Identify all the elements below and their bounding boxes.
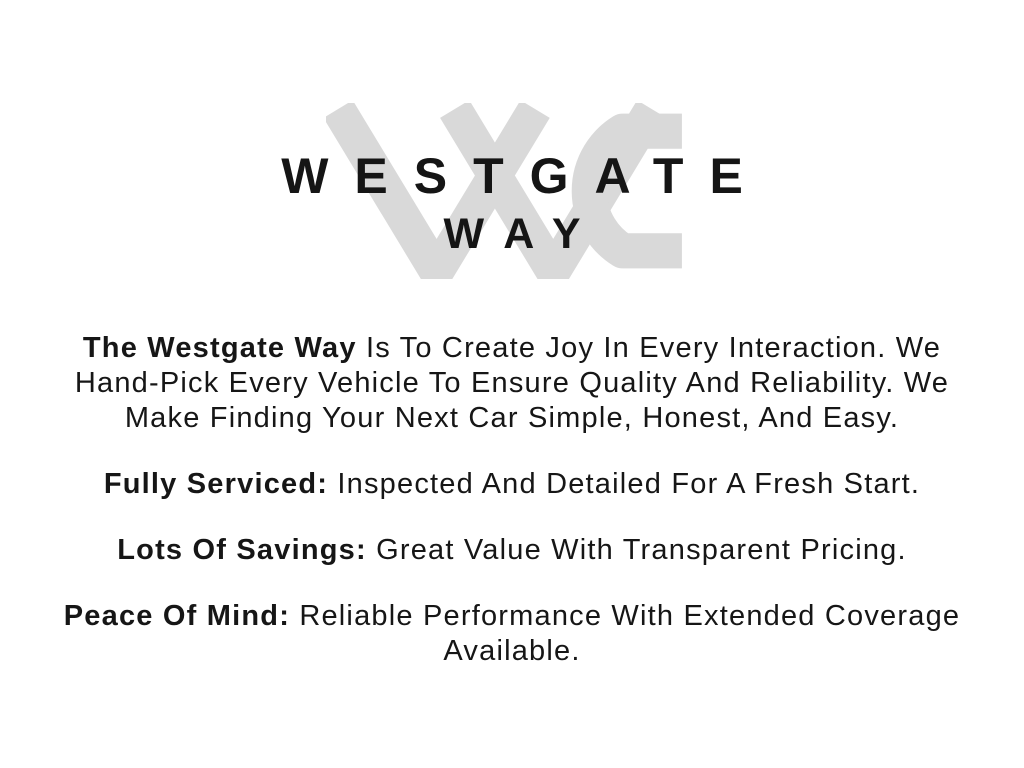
mission-paragraph <box>30 331 994 436</box>
logo-wordmark-secondary: WAY <box>443 210 602 258</box>
fully-serviced-text: Inspected And Detailed For A Fresh Start. <box>328 468 921 500</box>
peace-of-mind-line-2-text: Available. <box>443 635 581 667</box>
peace-of-mind-line-2 <box>30 634 994 669</box>
peace-of-mind-line-1-text: Reliable Performance With Extended Coverage <box>290 600 961 632</box>
peace-of-mind-paragraph <box>30 599 994 669</box>
mission-line-1 <box>30 331 994 366</box>
mission-bold-lead: The Westgate Way <box>82 332 357 364</box>
savings-line <box>30 533 994 568</box>
mission-line-3-text: Make Finding Your Next Car Simple, Honest, And Easy. <box>124 402 900 434</box>
savings-text: Great Value With Transparent Pricing. <box>366 534 907 566</box>
fully-serviced-label: Fully Serviced: <box>103 468 329 500</box>
savings-label: Lots Of Savings: <box>117 534 367 566</box>
mission-line-2-text: Hand-Pick Every Vehicle To Ensure Quality And Reliability. We <box>74 367 950 399</box>
peace-of-mind-line-1 <box>30 599 994 634</box>
logo-wordmark-primary: WESTGATE <box>281 148 769 204</box>
fully-serviced-paragraph <box>30 467 994 502</box>
savings-paragraph <box>30 533 994 568</box>
mission-line-3 <box>30 401 994 436</box>
logo-wordmark <box>0 148 1024 258</box>
logo <box>0 103 1024 285</box>
mission-line-2 <box>30 366 994 401</box>
fully-serviced-line <box>30 467 994 502</box>
mission-line-1-text: Is To Create Joy In Every Interaction. We <box>356 332 942 364</box>
peace-of-mind-label: Peace Of Mind: <box>63 600 291 632</box>
body-copy <box>30 331 994 700</box>
